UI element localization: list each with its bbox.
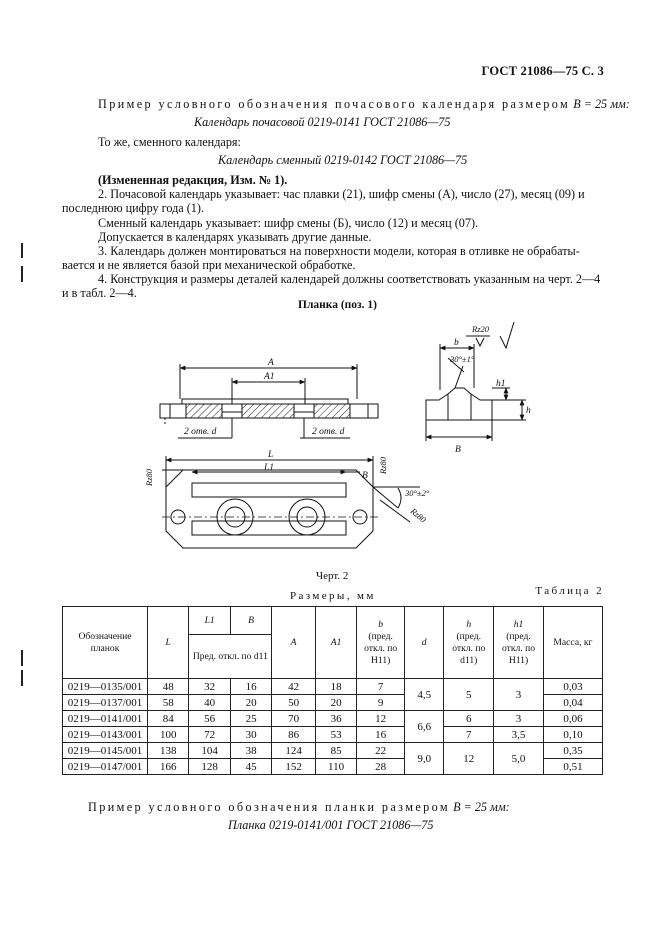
header-b-small [357,607,405,679]
cell-a: 70 [272,711,316,727]
document-code: ГОСТ 21086—75 С. 3 [481,64,604,78]
header-tolerance-d11: Пред. откл. по d11 [189,635,272,679]
cell-mass: 0,06 [543,711,602,727]
cell-l1: 56 [189,711,230,727]
paragraph-4-line-2: и в табл. 2—4. [62,286,137,300]
table-row [63,711,603,727]
cell-b: 20 [230,695,271,711]
header-mass: Масса, кг [543,607,602,679]
label-b-side: B [455,445,461,455]
designation-shift: Календарь сменный 0219-0142 ГОСТ 21086—75 [218,153,468,167]
label-h1: h1 [496,379,506,389]
cell-b-small: 28 [357,759,405,775]
cell-l: 166 [147,759,188,775]
change-mark [21,650,23,666]
cell-b-small: 22 [357,743,405,759]
cell-a: 86 [272,727,316,743]
cell-mass: 0,04 [543,695,602,711]
cell-l: 138 [147,743,188,759]
header-h [444,607,494,679]
header-h1-tol: (пред. откл. по H11) [501,630,536,666]
cell-designation: 0219—0145/001 [63,743,148,759]
cell-b: 16 [230,679,271,695]
label-a: A [268,358,274,368]
cell-a1: 20 [315,695,356,711]
paragraph-2-line-4: Допускается в календарях указывать другие данные. [98,230,372,244]
paragraph-4-line-1: 4. Конструкция и размеры деталей календарей должны соответствовать указанным на черт. 2—4 [98,272,601,286]
label-rz80-diag: Rz80 [408,505,429,525]
label-b-top: B [362,471,368,481]
cell-mass: 0,35 [543,743,602,759]
cell-a1: 110 [315,759,356,775]
cell-d: 4,5 [405,679,444,711]
example-text: Пример условного обозначения почасового календаря размером [98,97,571,111]
cell-h1: 3 [494,679,544,711]
cell-designation: 0219—0143/001 [63,727,148,743]
cell-b: 25 [230,711,271,727]
designation-plate: Планка 0219-0141/001 ГОСТ 21086—75 [228,818,434,832]
label-holes-right: 2 отв. d [312,427,345,437]
cell-b: 45 [230,759,271,775]
cell-h1: 3,5 [494,727,544,743]
label-a1: A1 [264,372,275,382]
cell-h: 5 [444,679,494,711]
cell-a1: 85 [315,743,356,759]
cell-l1: 128 [189,759,230,775]
cell-designation: 0219—0147/001 [63,759,148,775]
cell-l: 100 [147,727,188,743]
header-a: A [272,607,316,679]
label-angle-plan: 30°±2° [405,488,430,498]
cell-l1: 72 [189,727,230,743]
header-h1-symbol: h1 [513,618,524,630]
cell-l: 58 [147,695,188,711]
cell-l: 48 [147,679,188,695]
paragraph-3-line-1: 3. Календарь должен монтироваться на поверхности модели, которая в отливке не обрабаты- [98,244,580,258]
cell-b-small: 16 [357,727,405,743]
paragraph-3-line-2: вается и не является базой при механической обработке. [62,258,356,272]
cell-l1: 32 [189,679,230,695]
header-h-tol: (пред. откл. по d11) [452,630,486,666]
cell-b: 38 [230,743,271,759]
cell-h1: 3 [494,711,544,727]
label-b: b [454,338,459,348]
cell-mass: 0,10 [543,727,602,743]
label-l: L [268,450,274,460]
paragraph-2-line-2: последнюю цифру года (1). [62,201,205,215]
cell-b-small: 7 [357,679,405,695]
table-row [63,679,603,695]
cell-d: 9,0 [405,743,444,775]
amended-edition: (Измененная редакция, Изм. № 1). [98,173,288,187]
cell-mass: 0,03 [543,679,602,695]
label-rz20: Rz20 [472,324,489,334]
label-angle-side: 30°±1° [450,354,475,364]
cell-b-small: 12 [357,711,405,727]
cell-h: 6 [444,711,494,727]
cell-b: 30 [230,727,271,743]
cell-l1: 104 [189,743,230,759]
cell-designation: 0219—0141/001 [63,711,148,727]
cell-b-small: 9 [357,695,405,711]
cell-a1: 18 [315,679,356,695]
table-row [63,743,603,759]
header-l1: L1 [189,607,230,635]
example-paragraph-3 [88,800,510,814]
paragraph-2-line-1: 2. Почасовой календарь указывает: час плавки (21), шифр смены (А), число (27), месяц (09) и [98,187,585,201]
cell-a: 152 [272,759,316,775]
cell-a1: 36 [315,711,356,727]
drawing-title: Планка (поз. 1) [298,299,378,311]
header-b: B [230,607,271,635]
change-mark [21,670,23,686]
designation-hourly: Календарь почасовой 0219-0141 ГОСТ 21086—75 [194,115,451,129]
drawing-caption: Черт. 2 [316,570,349,582]
table-subtitle: Размеры, мм [290,590,376,602]
cell-d: 6,6 [405,711,444,743]
label-rz80-left: Rz80 [144,469,154,486]
header-a1: A1 [315,607,356,679]
table-row [63,727,603,743]
example3-var: B = 25 мм: [453,800,510,814]
header-h1 [494,607,544,679]
label-holes-left: 2 отв. d [184,427,217,437]
cell-l1: 40 [189,695,230,711]
header-b-symbol: b [378,618,384,630]
header-designation: Обозначение планок [63,607,148,679]
cell-a: 50 [272,695,316,711]
label-rz80-right: Rz80 [378,457,388,474]
table-title: Таблица 2 [535,585,604,597]
header-b-tol: (пред. откл. по H11) [364,630,398,666]
label-l1: L1 [264,463,275,473]
header-l: L [147,607,188,679]
label-h: h [526,406,531,416]
cell-a1: 53 [315,727,356,743]
example-var: B = 25 мм: [573,97,630,111]
cell-h: 7 [444,727,494,743]
cell-designation: 0219—0137/001 [63,695,148,711]
paragraph-2-line-3: Сменный календарь указывает: шифр смены (Б), число (12) и месяц (07). [98,216,479,230]
example3-text: Пример условного обозначения планки размером [88,800,451,814]
cell-h1: 5,0 [494,743,544,775]
header-d: d [405,607,444,679]
cell-mass: 0,51 [543,759,602,775]
cell-designation: 0219—0135/001 [63,679,148,695]
side-view [426,322,526,441]
dimensions-table [62,606,603,775]
same-shift-line: То же, сменного календаря: [98,135,241,149]
cell-a: 42 [272,679,316,695]
cell-l: 84 [147,711,188,727]
header-h-symbol: h [466,618,472,630]
cell-h: 12 [444,743,494,775]
cell-a: 124 [272,743,316,759]
